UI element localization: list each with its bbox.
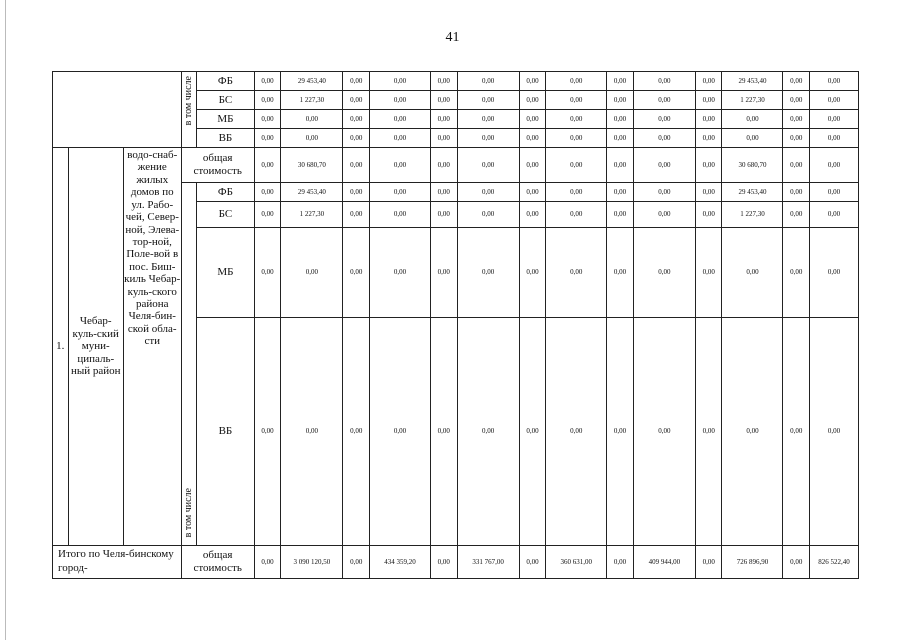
table-cell: 0,00 bbox=[254, 72, 281, 91]
table-cell: 0,00 bbox=[695, 129, 722, 148]
table-cell: 0,00 bbox=[519, 72, 546, 91]
table-cell: 0,00 bbox=[254, 546, 281, 579]
table-cell: 0,00 bbox=[783, 183, 810, 202]
table-cell: 1 227,30 bbox=[281, 202, 343, 228]
table-cell: 0,00 bbox=[607, 318, 634, 546]
table-cell: в том числе bbox=[182, 76, 194, 126]
table-cell: 0,00 bbox=[607, 148, 634, 183]
table-cell: 0,00 bbox=[370, 91, 431, 110]
table-cell: 0,00 bbox=[783, 129, 810, 148]
table-cell: 0,00 bbox=[519, 183, 546, 202]
table-cell: 0,00 bbox=[546, 110, 607, 129]
table-cell: 0,00 bbox=[810, 129, 859, 148]
table-cell: 0,00 bbox=[607, 110, 634, 129]
table-cell: 0,00 bbox=[430, 228, 457, 318]
table-cell: 1 227,30 bbox=[722, 202, 783, 228]
table-cell: 0,00 bbox=[546, 318, 607, 546]
table-cell: 0,00 bbox=[254, 110, 281, 129]
table-cell: 0,00 bbox=[810, 202, 859, 228]
table-cell: 0,00 bbox=[546, 129, 607, 148]
table-cell: 0,00 bbox=[633, 228, 695, 318]
table-cell: 0,00 bbox=[254, 129, 281, 148]
table-cell: 0,00 bbox=[457, 129, 519, 148]
table-cell: 0,00 bbox=[546, 72, 607, 91]
table-cell: 0,00 bbox=[519, 91, 546, 110]
table-cell: 0,00 bbox=[810, 110, 859, 129]
table-cell: 0,00 bbox=[343, 183, 370, 202]
table-cell: 0,00 bbox=[695, 546, 722, 579]
table-cell: 0,00 bbox=[519, 546, 546, 579]
table-cell: 0,00 bbox=[810, 183, 859, 202]
table-cell: 0,00 bbox=[783, 148, 810, 183]
table-cell: 0,00 bbox=[254, 148, 281, 183]
table-cell: 331 767,00 bbox=[457, 546, 519, 579]
table-cell: 0,00 bbox=[546, 202, 607, 228]
table-cell: 0,00 bbox=[695, 202, 722, 228]
budget-table bbox=[52, 71, 859, 579]
table-cell: 0,00 bbox=[457, 202, 519, 228]
row-number: 1. bbox=[53, 148, 69, 546]
table-cell: 0,00 bbox=[457, 183, 519, 202]
table-cell: 0,00 bbox=[343, 318, 370, 546]
source-bs: БС bbox=[197, 202, 255, 228]
table-cell: 0,00 bbox=[343, 110, 370, 129]
table-cell: 0,00 bbox=[695, 318, 722, 546]
table-cell: 0,00 bbox=[430, 148, 457, 183]
table-cell: 0,00 bbox=[722, 228, 783, 318]
table-cell: 30 680,70 bbox=[281, 148, 343, 183]
in-that-number-label bbox=[181, 183, 197, 546]
table-cell: 29 453,40 bbox=[281, 183, 343, 202]
table-cell: 0,00 bbox=[370, 183, 431, 202]
table-cell: 0,00 bbox=[783, 110, 810, 129]
table-cell: 0,00 bbox=[343, 129, 370, 148]
grand-total-label: Итого по Челя-бинскому город- bbox=[53, 546, 182, 579]
source-vb: ВБ bbox=[197, 318, 255, 546]
source-fb: ФБ bbox=[197, 183, 255, 202]
table-cell: 0,00 bbox=[430, 91, 457, 110]
table-cell: 0,00 bbox=[519, 148, 546, 183]
table-cell: 0,00 bbox=[457, 91, 519, 110]
table-cell: 0,00 bbox=[607, 129, 634, 148]
table-cell: 0,00 bbox=[783, 318, 810, 546]
total-cost-label: общая стоимость bbox=[181, 148, 254, 183]
table-cell: 0,00 bbox=[607, 546, 634, 579]
table-cell: 0,00 bbox=[633, 110, 695, 129]
in-that-number-label bbox=[181, 72, 197, 148]
table-cell: 0,00 bbox=[430, 202, 457, 228]
table-cell: 0,00 bbox=[633, 318, 695, 546]
table-cell: 0,00 bbox=[457, 110, 519, 129]
table-cell: 0,00 bbox=[607, 91, 634, 110]
table-cell: 0,00 bbox=[633, 72, 695, 91]
table-cell: 0,00 bbox=[695, 148, 722, 183]
table-cell: 0,00 bbox=[343, 546, 370, 579]
table-cell: 0,00 bbox=[783, 546, 810, 579]
table-cell: 0,00 bbox=[457, 228, 519, 318]
table-cell: 29 453,40 bbox=[722, 183, 783, 202]
empty-cell bbox=[53, 72, 182, 148]
table-cell: 0,00 bbox=[254, 202, 281, 228]
table-cell: 360 631,00 bbox=[546, 546, 607, 579]
table-cell: 0,00 bbox=[430, 110, 457, 129]
source-fb: ФБ bbox=[197, 72, 255, 91]
table-cell: 0,00 bbox=[519, 228, 546, 318]
table-cell: 0,00 bbox=[810, 318, 859, 546]
table-cell: 0,00 bbox=[519, 318, 546, 546]
table-cell: 0,00 bbox=[370, 129, 431, 148]
table-cell: 0,00 bbox=[370, 202, 431, 228]
table-cell: 0,00 bbox=[343, 202, 370, 228]
table-cell: 0,00 bbox=[254, 91, 281, 110]
municipality-name: Чебар-куль-ский муни-ципаль-ный район bbox=[68, 148, 123, 546]
table-cell: 0,00 bbox=[633, 202, 695, 228]
table-cell: 0,00 bbox=[281, 110, 343, 129]
table-row bbox=[53, 72, 859, 91]
table-cell: 0,00 bbox=[254, 318, 281, 546]
table-cell: 0,00 bbox=[607, 228, 634, 318]
total-cost-label: общая стоимость bbox=[181, 546, 254, 579]
table-cell: 0,00 bbox=[810, 148, 859, 183]
table-cell: 0,00 bbox=[343, 148, 370, 183]
table-cell: 0,00 bbox=[519, 202, 546, 228]
table-cell: 0,00 bbox=[810, 72, 859, 91]
table-cell: 0,00 bbox=[370, 110, 431, 129]
table-cell: 0,00 bbox=[281, 228, 343, 318]
table-cell: 0,00 bbox=[546, 91, 607, 110]
table-row-grand-total bbox=[53, 546, 859, 579]
table-cell: 726 896,90 bbox=[722, 546, 783, 579]
table-cell: 29 453,40 bbox=[722, 72, 783, 91]
table-row bbox=[53, 148, 859, 183]
table-cell: 0,00 bbox=[370, 72, 431, 91]
source-mb: МБ bbox=[197, 110, 255, 129]
table-cell: 826 522,40 bbox=[810, 546, 859, 579]
source-mb: МБ bbox=[197, 228, 255, 318]
table-cell: 0,00 bbox=[695, 110, 722, 129]
table-cell: 0,00 bbox=[370, 318, 431, 546]
table-cell: 0,00 bbox=[607, 183, 634, 202]
source-bs: БС bbox=[197, 91, 255, 110]
table-cell: 3 090 120,50 bbox=[281, 546, 343, 579]
table-cell: 29 453,40 bbox=[281, 72, 343, 91]
page-left-edge bbox=[5, 0, 6, 640]
table-cell: 0,00 bbox=[519, 129, 546, 148]
table-cell: 0,00 bbox=[343, 228, 370, 318]
page-number: 41 bbox=[445, 30, 460, 45]
table-cell: 0,00 bbox=[722, 110, 783, 129]
table-cell: 0,00 bbox=[546, 183, 607, 202]
table-cell: 0,00 bbox=[430, 129, 457, 148]
table-cell: 0,00 bbox=[695, 91, 722, 110]
table-cell: 0,00 bbox=[430, 546, 457, 579]
table-cell: 30 680,70 bbox=[722, 148, 783, 183]
table-cell: 0,00 bbox=[254, 183, 281, 202]
table-cell: 0,00 bbox=[546, 228, 607, 318]
table-cell: 0,00 bbox=[281, 318, 343, 546]
table-cell: 0,00 bbox=[457, 148, 519, 183]
table-cell: 0,00 bbox=[370, 148, 431, 183]
table-cell: 0,00 bbox=[607, 202, 634, 228]
table-cell: 0,00 bbox=[633, 183, 695, 202]
table-cell: 0,00 bbox=[783, 72, 810, 91]
table-cell: 0,00 bbox=[254, 228, 281, 318]
table-cell: 0,00 bbox=[722, 129, 783, 148]
table-cell: 409 944,00 bbox=[633, 546, 695, 579]
table-cell: 0,00 bbox=[783, 228, 810, 318]
table-cell: 434 359,20 bbox=[370, 546, 431, 579]
table-cell: 0,00 bbox=[457, 318, 519, 546]
table-cell: 0,00 bbox=[519, 110, 546, 129]
table-cell: 1 227,30 bbox=[281, 91, 343, 110]
source-vb: ВБ bbox=[197, 129, 255, 148]
table-cell: 0,00 bbox=[695, 228, 722, 318]
object-description: водо-снаб-жение жилых домов по ул. Рабо-чей, Север-ной, Элева-тор-ной, Поле-вой в пос. Биш-киль Чебар-куль-ского района Челя-бин-ской обла-сти bbox=[123, 148, 181, 546]
table-cell: 0,00 bbox=[810, 228, 859, 318]
table-cell: 0,00 bbox=[430, 318, 457, 546]
table-cell: 0,00 bbox=[633, 148, 695, 183]
table-cell: 0,00 bbox=[695, 72, 722, 91]
table-cell: 0,00 bbox=[722, 318, 783, 546]
table-cell: 0,00 bbox=[430, 72, 457, 91]
table-cell: 0,00 bbox=[783, 202, 810, 228]
table-cell: 0,00 bbox=[281, 129, 343, 148]
table-cell: 0,00 bbox=[343, 72, 370, 91]
table-cell: 0,00 bbox=[633, 91, 695, 110]
table-cell: 1 227,30 bbox=[722, 91, 783, 110]
table-cell: 0,00 bbox=[546, 148, 607, 183]
table-cell: 0,00 bbox=[607, 72, 634, 91]
table-cell: 0,00 bbox=[633, 129, 695, 148]
table-cell: 0,00 bbox=[343, 91, 370, 110]
table-cell: 0,00 bbox=[810, 91, 859, 110]
table-cell: 0,00 bbox=[457, 72, 519, 91]
table-cell: 0,00 bbox=[783, 91, 810, 110]
table-cell: в том числе bbox=[182, 487, 194, 537]
table-cell: 0,00 bbox=[370, 228, 431, 318]
table-cell: 0,00 bbox=[695, 183, 722, 202]
table-cell: 0,00 bbox=[430, 183, 457, 202]
